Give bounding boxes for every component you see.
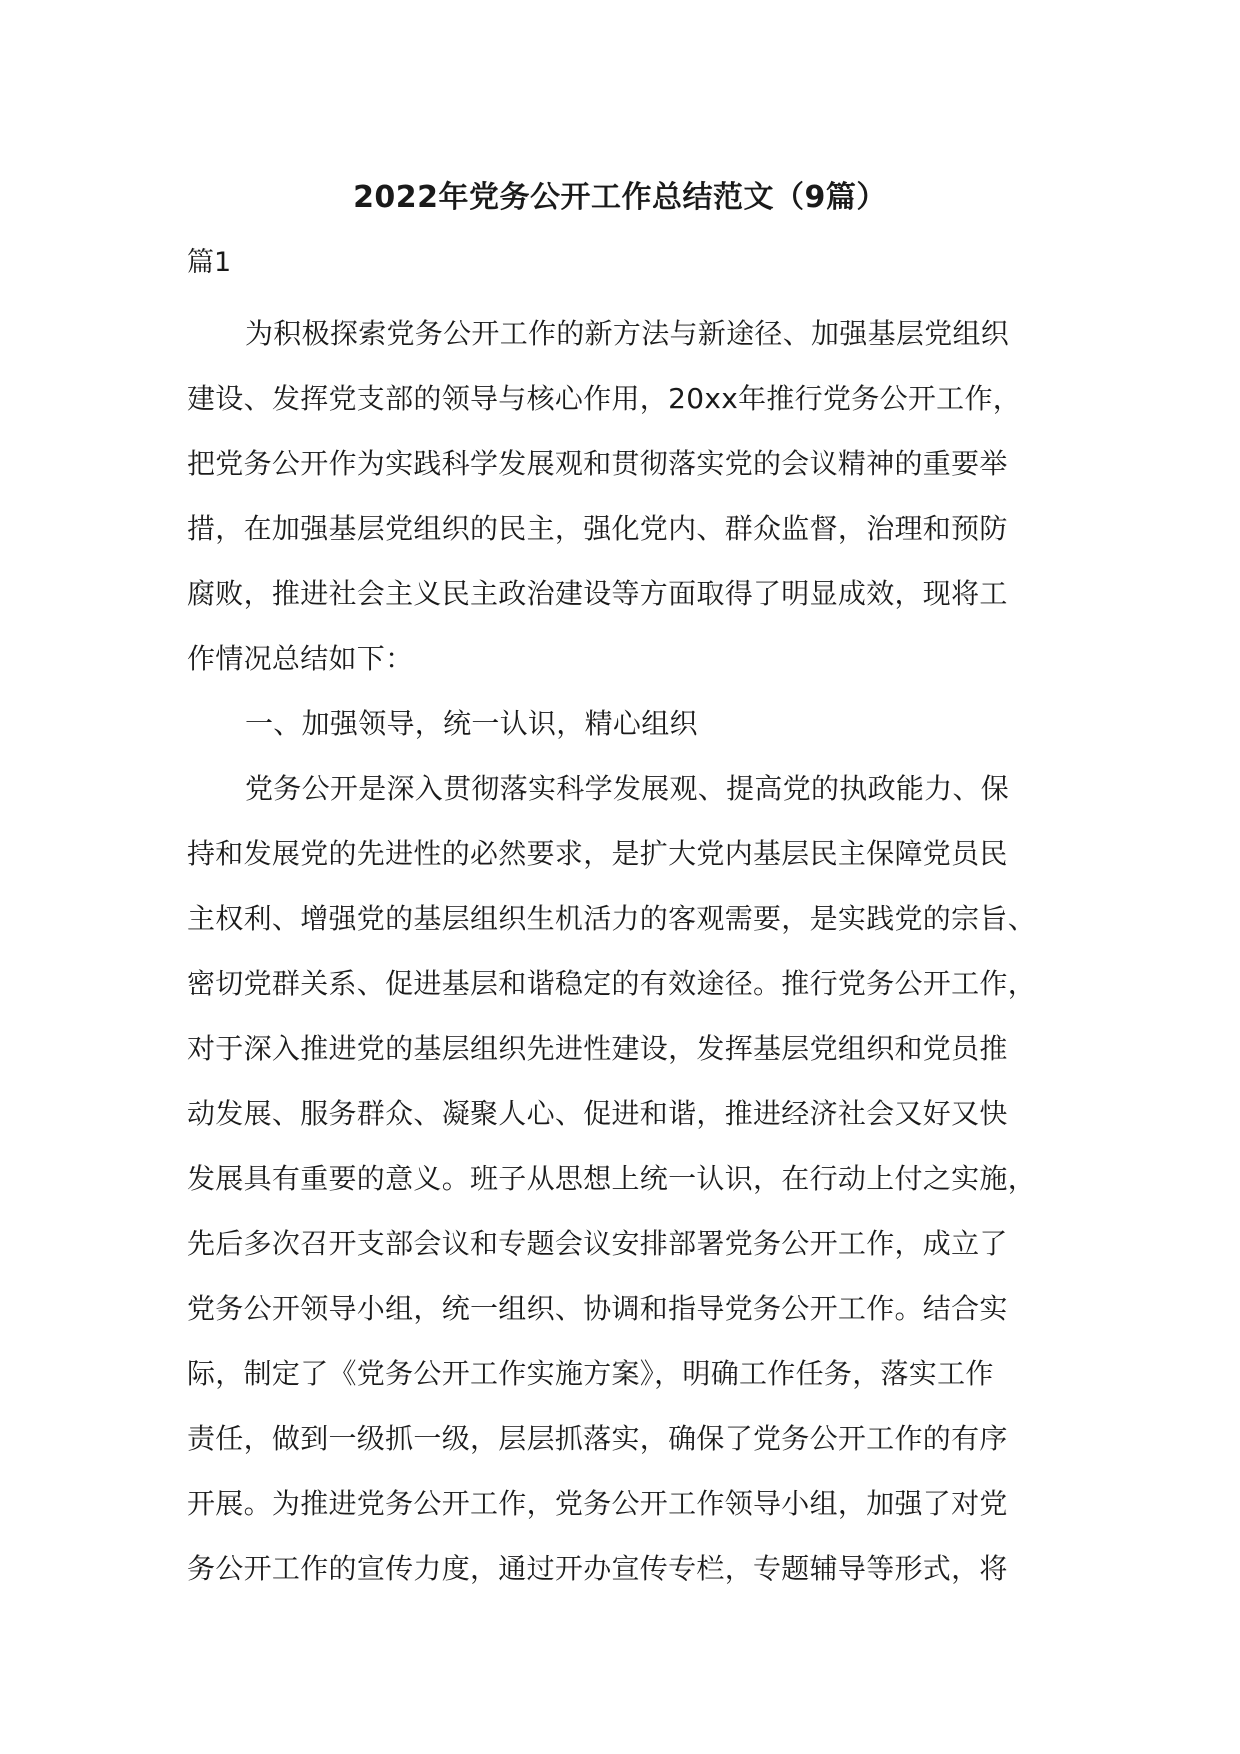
text-line: 际，制定了《党务公开工作实施方案》，明确工作任务，落实工作 xyxy=(187,1357,994,1390)
text-line: 党务公开领导小组，统一组织、协调和指导党务公开工作。结合实 xyxy=(187,1292,1008,1325)
text-line: 作情况总结如下： xyxy=(187,642,414,675)
text-line: 措，在加强基层党组织的民主，强化党内、群众监督，治理和预防 xyxy=(187,512,1008,545)
text-line: 持和发展党的先进性的必然要求，是扩大党内基层民主保障党员民 xyxy=(187,837,1008,870)
text-line: 务公开工作的宣传力度，通过开办宣传专栏，专题辅导等形式，将 xyxy=(187,1552,1008,1585)
text-line: 动发展、服务群众、凝聚人心、促进和谐，推进经济社会又好又快 xyxy=(187,1097,1008,1130)
body-text xyxy=(187,301,1067,1601)
text-line: 把党务公开作为实践科学发展观和贯彻落实党的会议精神的重要举 xyxy=(187,447,1008,480)
text-line: 主权利、增强党的基层组织生机活力的客观需要，是实践党的宗旨、 xyxy=(187,902,1037,935)
text-line: 发展具有重要的意义。班子从思想上统一认识，在行动上付之实施， xyxy=(187,1162,1037,1195)
text-line: 对于深入推进党的基层组织先进性建设，发挥基层党组织和党员推 xyxy=(187,1032,1008,1065)
document-title: 2022年党务公开工作总结范文（9篇） xyxy=(353,180,887,215)
section-label: 篇1 xyxy=(187,247,232,278)
text-line: 责任，做到一级抓一级，层层抓落实，确保了党务公开工作的有序 xyxy=(187,1422,1008,1455)
text-line: 密切党群关系、促进基层和谐稳定的有效途径。推行党务公开工作， xyxy=(187,967,1037,1000)
text-line: 建设、发挥党支部的领导与核心作用，20xx年推行党务公开工作， xyxy=(187,382,1022,415)
text-line: 党务公开是深入贯彻落实科学发展观、提高党的执政能力、保 xyxy=(245,772,1010,805)
text-line: 为积极探索党务公开工作的新方法与新途径、加强基层党组织 xyxy=(245,317,1010,350)
text-line: 一、加强领导，统一认识，精心组织 xyxy=(245,707,698,740)
text-line: 腐败，推进社会主义民主政治建设等方面取得了明显成效，现将工 xyxy=(187,577,1008,610)
text-line: 先后多次召开支部会议和专题会议安排部署党务公开工作，成立了 xyxy=(187,1227,1008,1260)
text-line: 开展。为推进党务公开工作，党务公开工作领导小组，加强了对党 xyxy=(187,1487,1008,1520)
